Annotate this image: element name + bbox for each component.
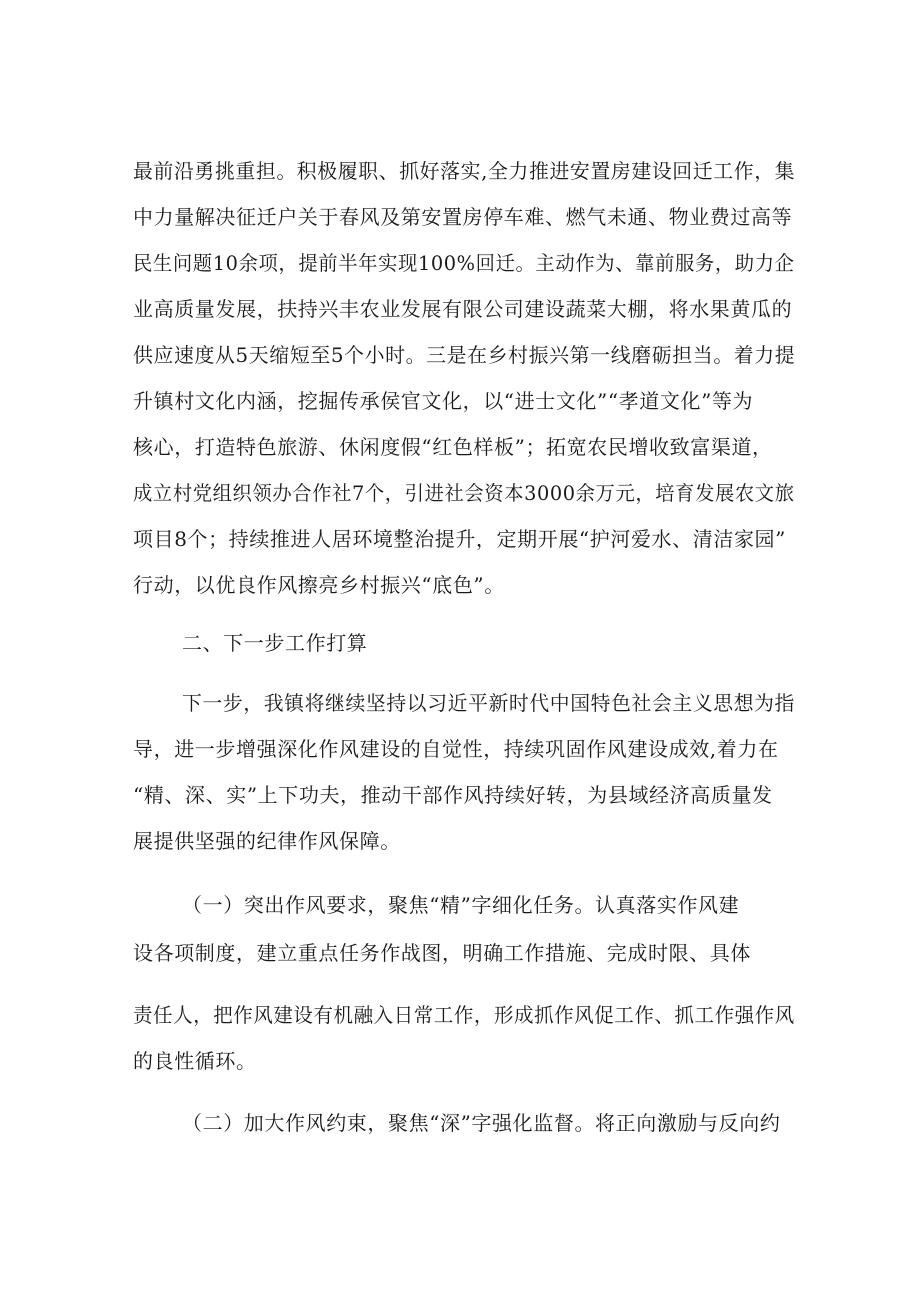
paragraph-line: 设各项制度，建立重点任务作战图，明确工作措施、完成时限、具体 — [133, 941, 751, 965]
paragraph-line: 项目8个；持续推进人居环境整治提升，定期开展“护河爱水、清洁家园” — [133, 527, 786, 551]
paragraph-line: 核心，打造特色旅游、休闲度假“红色样板”；拓宽农民增收致富渠道， — [133, 435, 773, 459]
paragraph-line: 升镇村文化内涵，挖掘传承侯官文化，以“进士文化”“孝道文化”等为 — [133, 389, 754, 413]
paragraph-line: 成立村党组织领办合作社7个，引进社会资本3000余万元，培育发展农文旅 — [133, 481, 795, 505]
paragraph-line: 最前沿勇挑重担。积极履职、抓好落实,全力推进安置房建设回迁工作，集 — [133, 159, 796, 183]
paragraph-line: 业高质量发展，扶持兴丰农业发展有限公司建设蔬菜大棚，将水果黄瓜的 — [133, 297, 793, 321]
paragraph-line: 中力量解决征迁户关于春风及第安置房停车难、燃气未通、物业费过高等 — [133, 205, 793, 229]
paragraph-line: 展提供坚强的纪律作风保障。 — [133, 829, 401, 853]
list-item-heading: （二）加大作风约束，聚焦“深”字强化监督。将正向激励与反向约 — [182, 1111, 781, 1135]
paragraph-line: 民生问题10余项，提前半年实现100%回迁。主动作为、靠前服务，助力企 — [133, 251, 795, 275]
paragraph-line: 下一步，我镇将继续坚持以习近平新时代中国特色社会主义思想为指 — [182, 691, 795, 715]
paragraph-line: 导，进一步增强深化作风建设的自觉性，持续巩固作风建设成效,着力在 — [133, 737, 779, 761]
paragraph-line: 责任人，把作风建设有机融入日常工作，形成抓作风促工作、抓工作强作风 — [133, 1003, 795, 1027]
section-heading: 二、下一步工作打算 — [182, 631, 368, 655]
list-item-heading: （一）突出作风要求，聚焦“精”字细化任务。认真落实作风建 — [182, 893, 740, 917]
paragraph-line: “精、深、实”上下功夫，推动干部作风持续好转，为县域经济高质量发 — [133, 783, 773, 807]
paragraph-line: 行动，以优良作风擦亮乡村振兴“底色”。 — [133, 573, 505, 597]
paragraph-line: 的良性循环。 — [133, 1049, 257, 1073]
paragraph-line: 供应速度从5天缩短至5个小时。三是在乡村振兴第一线磨砺担当。着力提 — [133, 343, 796, 367]
